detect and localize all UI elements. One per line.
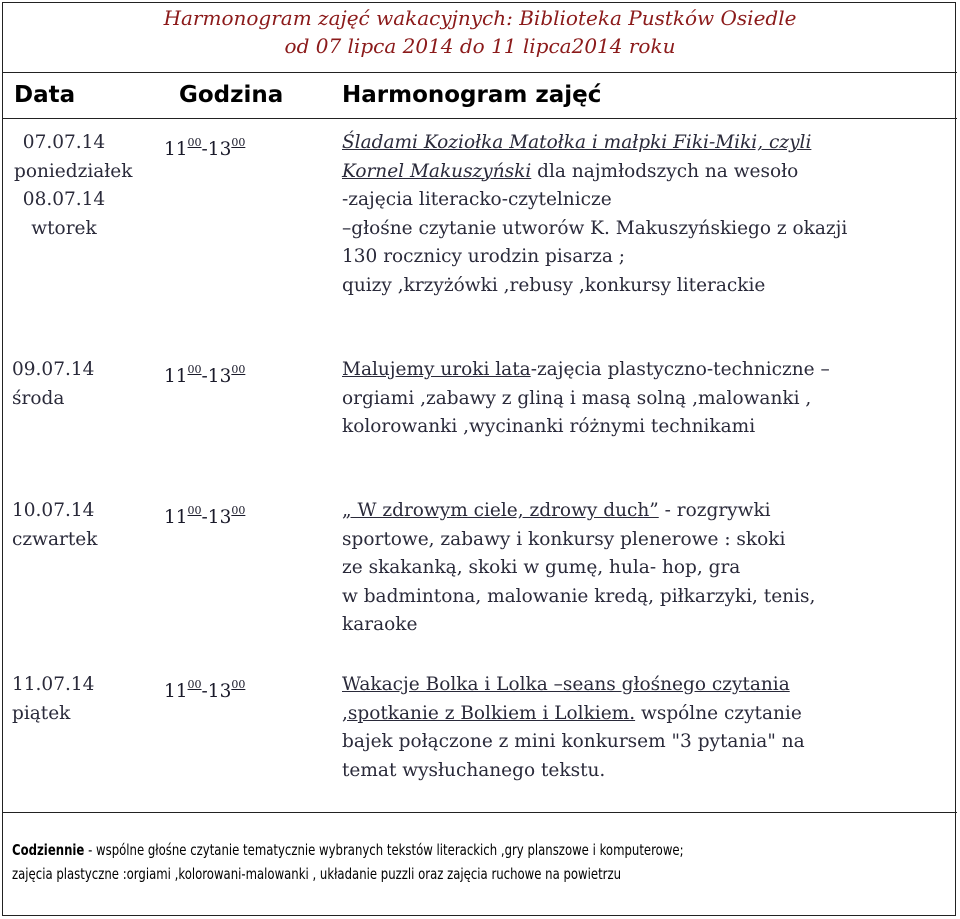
row1-line2-rest: dla najmłodszych na wesoło: [531, 160, 799, 182]
row1-author: Kornel Makuszyński: [342, 160, 532, 182]
row2-line2: orgiami ,zabawy z gliną i masą solną ,malowanki ,: [342, 387, 812, 409]
divider-footer: [2, 812, 957, 813]
row1-date-block: [14, 129, 133, 243]
row3-line4: w badmintona, malowanie kredą, piłkarzyki, tenis,: [342, 585, 816, 607]
row4-meeting: ,spotkanie z Bolkiem i Lolkiem.: [342, 702, 636, 724]
row4-line3: bajek połączone z mini konkursem "3 pytania" na: [342, 731, 805, 752]
divider-header: [2, 118, 957, 119]
row4-date-block: [12, 671, 94, 728]
row3-date: 10.07.14: [12, 500, 95, 521]
row2-date: 09.07.14: [12, 359, 95, 380]
row1-time: $11^{00}-13^{00}$: [164, 136, 246, 160]
row3-line1-rest: - rozgrywki: [658, 500, 771, 521]
row3-date-block: [12, 497, 97, 554]
row2-line3: kolorowanki ,wycinanki różnymi technikami: [342, 416, 756, 437]
schedule-date-range: od 07 lipca 2014 do 11 lipca2014 roku: [284, 34, 676, 58]
row4-time: $11^{00}-13^{00}$: [164, 678, 246, 702]
row3-time: $11^{00}-13^{00}$: [164, 504, 246, 528]
row1-line5: 130 rocznicy urodzin pisarza ;: [342, 246, 626, 267]
row1-day1: poniedziałek: [14, 160, 133, 182]
row3-line3: ze skakanką, skoki w gumę, hula- hop, gra: [342, 557, 741, 578]
row4-date: 11.07.14: [12, 674, 95, 695]
row1-line6: quizy ,krzyżówki ,rebusy ,konkursy literackie: [342, 274, 766, 296]
row1-line3: -zajęcia literacko-czytelnicze: [342, 189, 612, 210]
row1-date2: 08.07.14: [22, 189, 106, 210]
row4-line2-rest: wspólne czytanie: [635, 702, 802, 724]
row1-day2: wtorek: [31, 217, 97, 239]
header-date: Data: [14, 82, 76, 108]
row1-line1: Śladami Koziołka Matołka i małpki Fiki-Miki, czyli: [342, 132, 812, 153]
row3-line5: karaoke: [342, 614, 418, 635]
row2-line1-rest: -zajęcia plastyczno-techniczne –: [530, 359, 830, 380]
row4-line4: temat wysłuchanego tekstu.: [342, 759, 606, 781]
divider-top: [2, 72, 957, 73]
row2-date-block: [12, 356, 94, 413]
row3-day: czwartek: [12, 528, 98, 550]
footer-note: [12, 838, 917, 886]
row3-title: „ W zdrowym ciele, zdrowy duch”: [342, 500, 659, 521]
row4-title: Wakacje Bolka i Lolka –seans głośnego czytania: [342, 674, 790, 695]
row2-time: $11^{00}-13^{00}$: [164, 363, 246, 387]
row3-activity: [342, 497, 947, 640]
header-time: Godzina: [179, 82, 284, 108]
header-schedule: Harmonogram zajęć: [342, 82, 602, 108]
schedule-title: Harmonogram zajęć wakacyjnych: Biblioteka Pustków Osiedle: [163, 6, 797, 30]
row3-line2: sportowe, zabawy i konkursy plenerowe : skoki: [342, 528, 786, 550]
row4-day: piątek: [12, 702, 71, 724]
row2-activity: [342, 356, 947, 442]
row1-activity: [342, 129, 947, 300]
row1-date1: 07.07.14: [22, 132, 106, 153]
footer-line2: zajęcia plastyczne :orgiami ,kolorowani-malowanki , układanie puzzli oraz zajęcia ruchowe na powietrzu: [12, 865, 622, 883]
footer-label: Codziennie: [12, 841, 85, 859]
row2-day: środa: [12, 387, 65, 409]
row1-line4: –głośne czytanie utworów K. Makuszyńskiego z okazji: [342, 217, 848, 239]
row4-activity: [342, 671, 947, 785]
row2-title: Malujemy uroki lata: [342, 359, 531, 380]
footer-line1: - wspólne głośne czytanie tematycznie wybranych tekstów literackich ,gry planszowe i komputerowe;: [84, 841, 684, 859]
